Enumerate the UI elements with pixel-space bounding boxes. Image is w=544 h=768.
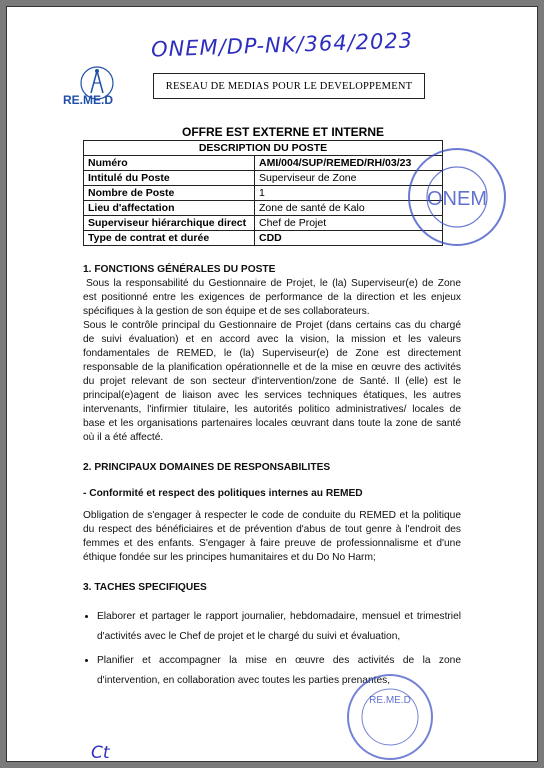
table-row	[84, 156, 443, 171]
section-2-paragraph: Obligation de s'engager à respecter le code de conduite du REMED et la politique du respect des bénéficiaires et de prévention d'abus de tout genre à l'endroit des femmes et des enfants. S'engager à faire preuve de professionnalisme et d'une éthique fondée sur les principes humanitaires et du Do No Harm;	[83, 510, 461, 563]
handwritten-reference: ONEM/DP-NK/364/2023	[150, 28, 414, 62]
row-value: AMI/004/SUP/REMED/RH/03/23	[255, 156, 443, 171]
organization-name-box: RESEAU DE MEDIAS POUR LE DEVELOPPEMENT	[153, 73, 425, 99]
onem-stamp-center: ONEM	[427, 188, 487, 210]
job-description-table	[83, 140, 443, 246]
section-1-paragraph-1: Sous la responsabilité du Gestionnaire de Projet, le (la) Superviseur(e) de Zone est positionné entre les exigences de performance de la direction et les enjeux spécifiques à la gestion de son équipe et de ses collaborateurs.	[83, 278, 461, 317]
table-row	[84, 186, 443, 201]
list-item: • Planifier et accompagner la mise en œuvre des activités de la zone d'intervention, en collaboration avec toutes les parties prenantes,	[97, 651, 461, 691]
row-value: CDD	[255, 231, 443, 246]
section-3-title: 3. TACHES SPECIFIQUES	[83, 582, 207, 593]
section-1-paragraph-2: Sous le contrôle principal du Gestionnaire de Projet (dans certains cas du chargé de suivi évaluation) et en accord avec la vision, la mission et les valeurs fondamentales de REMED, le (la) Superviseur(e) de Zone est directement responsable de la planification opérationnelle et de la mise en œuvre des activités du projet relevant de son secteur d'intervention/zone de Santé. Il (elle) est le principal(e)agent de liaison avec les services techniques étatiques, les autres intervenants, l'infirmier titulaire, les autorités politico administratives/ locales de base et les organisations partenaires locales œuvrant dans toute la zone de santé où il a été affecté.	[83, 320, 461, 443]
section-1-title: 1. FONCTIONS GÉNÉRALES DU POSTE	[83, 264, 276, 275]
row-label: Nombre de Poste	[84, 186, 255, 201]
row-label: Numéro	[84, 156, 255, 171]
section-2-subtitle: - Conformité et respect des politiques internes au REMED	[83, 488, 363, 499]
onem-stamp-icon	[405, 145, 509, 249]
row-value: 1	[255, 186, 443, 201]
table-row	[84, 231, 443, 246]
row-label: Intitulé du Poste	[84, 171, 255, 186]
offer-title: OFFRE EST EXTERNE ET INTERNE	[181, 125, 385, 139]
table-row	[84, 171, 443, 186]
table-heading: DESCRIPTION DU POSTE	[84, 141, 443, 156]
remed-stamp-icon	[339, 671, 441, 761]
row-value: Zone de santé de Kalo	[255, 201, 443, 216]
row-label: Type de contrat et durée	[84, 231, 255, 246]
handwritten-signature: Ct	[91, 743, 110, 762]
main-content	[83, 263, 461, 695]
table-row	[84, 216, 443, 231]
section-2-title: 2. PRINCIPAUX DOMAINES DE RESPONSABILITES	[83, 462, 331, 473]
row-value: Chef de Projet	[255, 216, 443, 231]
remed-stamp-center: RE.ME.D	[369, 695, 411, 706]
table-row	[84, 201, 443, 216]
list-item: • Elaborer et partager le rapport journalier, hebdomadaire, mensuel et trimestriel d'activités avec le Chef de projet et le chargé du suivi et évaluation,	[97, 607, 461, 647]
row-value: Superviseur de Zone	[255, 171, 443, 186]
document-page	[6, 6, 538, 762]
table-heading-row	[84, 141, 443, 156]
logo-text: RE.ME.D	[63, 93, 114, 107]
row-label: Superviseur hiérarchique direct	[84, 216, 255, 231]
row-label: Lieu d'affectation	[84, 201, 255, 216]
